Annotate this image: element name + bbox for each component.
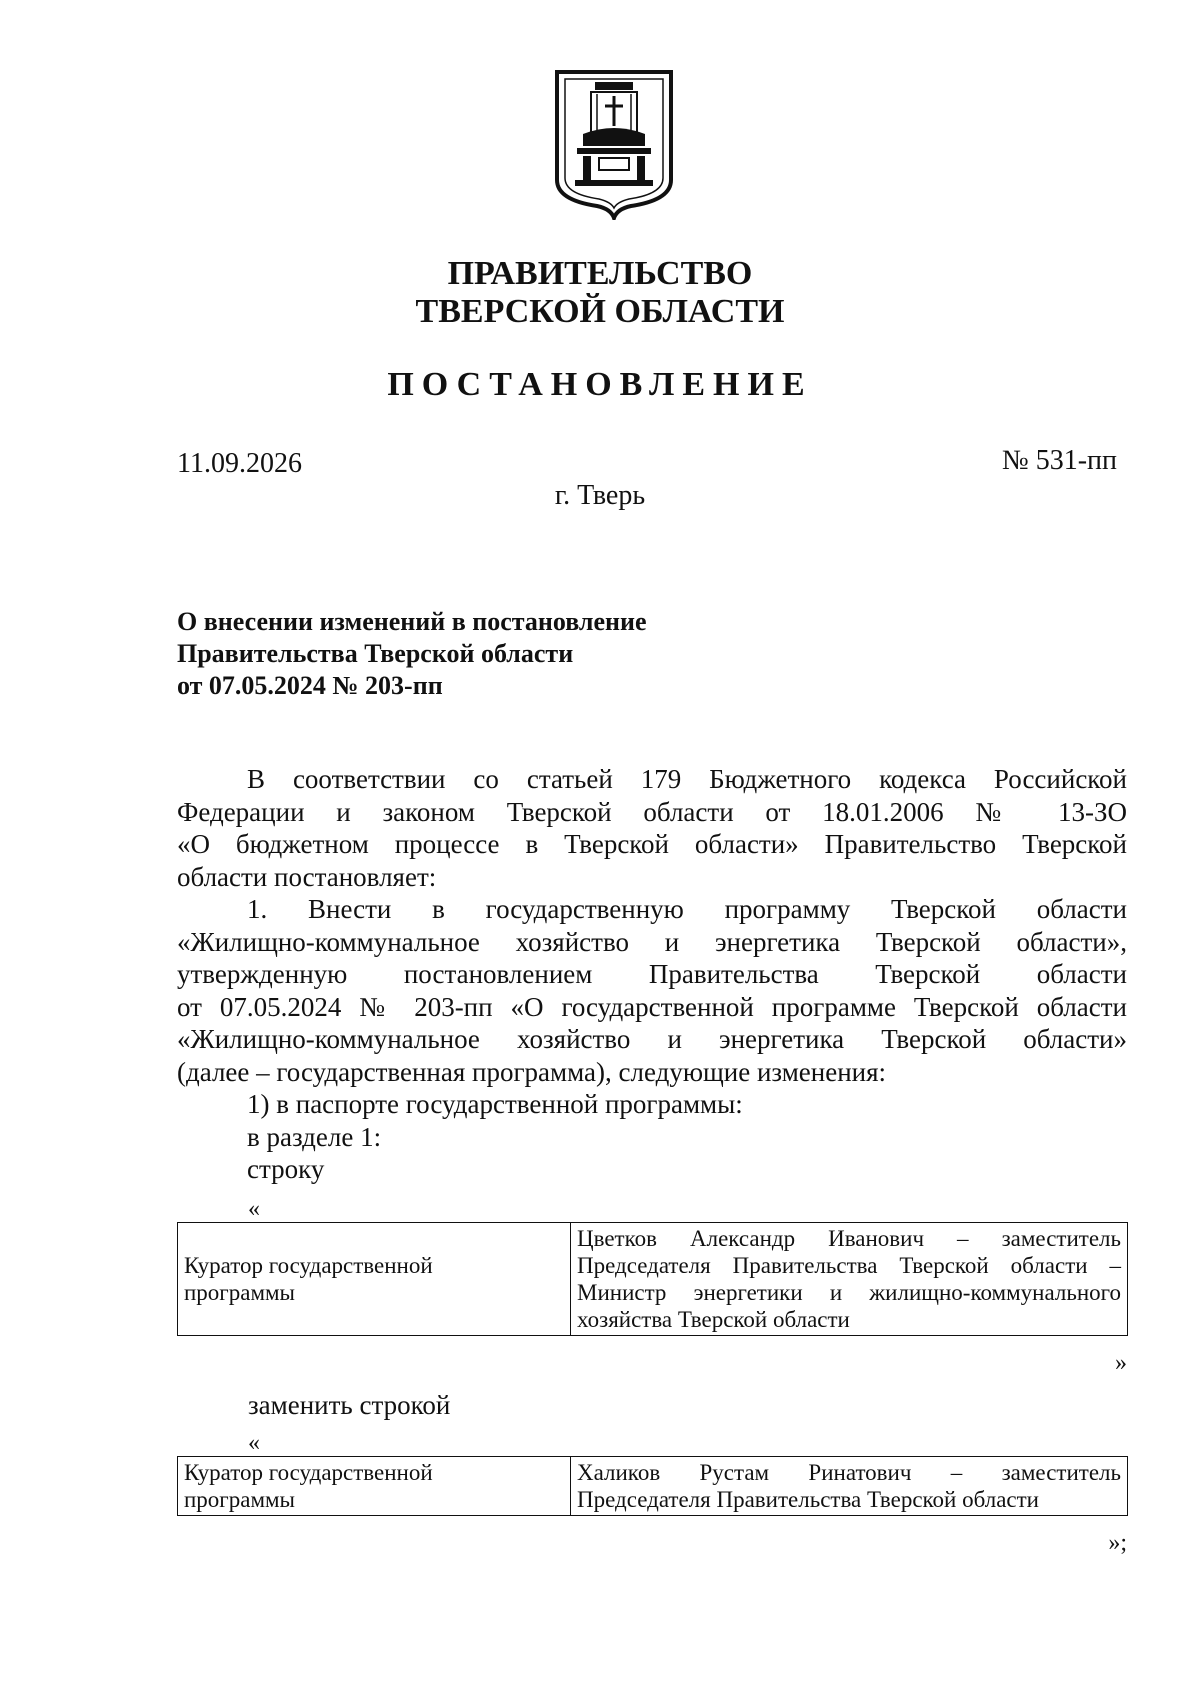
- body-line: «Жилищно-коммунальное хозяйство и энергетика Тверской области»: [177, 1024, 1127, 1054]
- coat-of-arms-emblem: [553, 68, 675, 220]
- cell-line: Цветков Александр Иванович – заместитель: [577, 1226, 1121, 1251]
- document-number: № 531-пп: [1001, 445, 1117, 476]
- body-line: в разделе 1:: [247, 1121, 382, 1152]
- body-line: Федерации и законом Тверской области от 18.01.2006 № 13-ЗО: [177, 796, 1127, 827]
- body-line: 1. Внести в государственную программу Тверской области: [247, 894, 1127, 924]
- body-line: от 07.05.2024 № 203-пп «О государственной программе Тверской области: [177, 991, 1127, 1022]
- close-quote: »: [1115, 1350, 1127, 1376]
- body-line: «О бюджетном процессе в Тверской области» Правительство Тверской: [177, 829, 1127, 859]
- table-new-row: [177, 1456, 1128, 1516]
- cell-line: Председателя Правительства Тверской области –: [577, 1253, 1121, 1278]
- table-label-cell: [178, 1223, 571, 1336]
- body-line: «Жилищно-коммунальное хозяйство и энергетика Тверской области»,: [177, 926, 1127, 957]
- table-old-row: [177, 1222, 1128, 1336]
- table-label-cell: [178, 1457, 571, 1516]
- table-value-cell: [571, 1457, 1128, 1516]
- subject-line: О внесении изменений в постановление: [177, 607, 647, 636]
- body-line: 1) в паспорте государственной программы:: [247, 1089, 743, 1119]
- open-quote: «: [248, 1196, 260, 1222]
- document-city: г. Тверь: [554, 480, 646, 511]
- cell-line: Халиков Рустам Ринатович – заместитель: [577, 1460, 1121, 1485]
- subject-line: Правительства Тверской области: [177, 639, 574, 668]
- cell-line: программы: [184, 1280, 296, 1305]
- body-line: утвержденную постановлением Правительства Тверской области: [177, 959, 1127, 989]
- org-name-line1: ПРАВИТЕЛЬСТВО: [447, 255, 753, 292]
- cell-line: Куратор государственной: [184, 1460, 433, 1485]
- body-line: (далее – государственная программа), следующие изменения:: [177, 1056, 887, 1087]
- cell-line: Председателя Правительства Тверской области: [577, 1487, 1039, 1512]
- replace-text: заменить строкой: [248, 1390, 451, 1420]
- document-body: [177, 763, 1127, 1186]
- document-type: ПОСТАНОВЛЕНИЕ: [387, 366, 813, 403]
- open-quote: «: [248, 1430, 260, 1456]
- table-value-cell: [571, 1223, 1128, 1336]
- body-line: строку: [247, 1154, 325, 1184]
- cell-line: программы: [184, 1487, 296, 1512]
- body-line: В соответствии со статьей 179 Бюджетного кодекса Российской: [247, 764, 1127, 794]
- org-name-line2: ТВЕРСКОЙ ОБЛАСТИ: [415, 293, 785, 330]
- close-quote-final: »;: [1108, 1530, 1127, 1556]
- document-subject: [177, 606, 647, 702]
- table-row: [178, 1223, 1128, 1336]
- subject-line: от 07.05.2024 № 203-пп: [177, 671, 443, 700]
- cell-line: хозяйства Тверской области: [577, 1307, 850, 1332]
- cell-line: Куратор государственной: [184, 1253, 433, 1278]
- body-line: области постановляет:: [177, 861, 437, 892]
- cell-line: Министр энергетики и жилищно-коммунального: [577, 1280, 1121, 1305]
- table-row: [178, 1457, 1128, 1516]
- document-date: 11.09.2026: [177, 448, 302, 479]
